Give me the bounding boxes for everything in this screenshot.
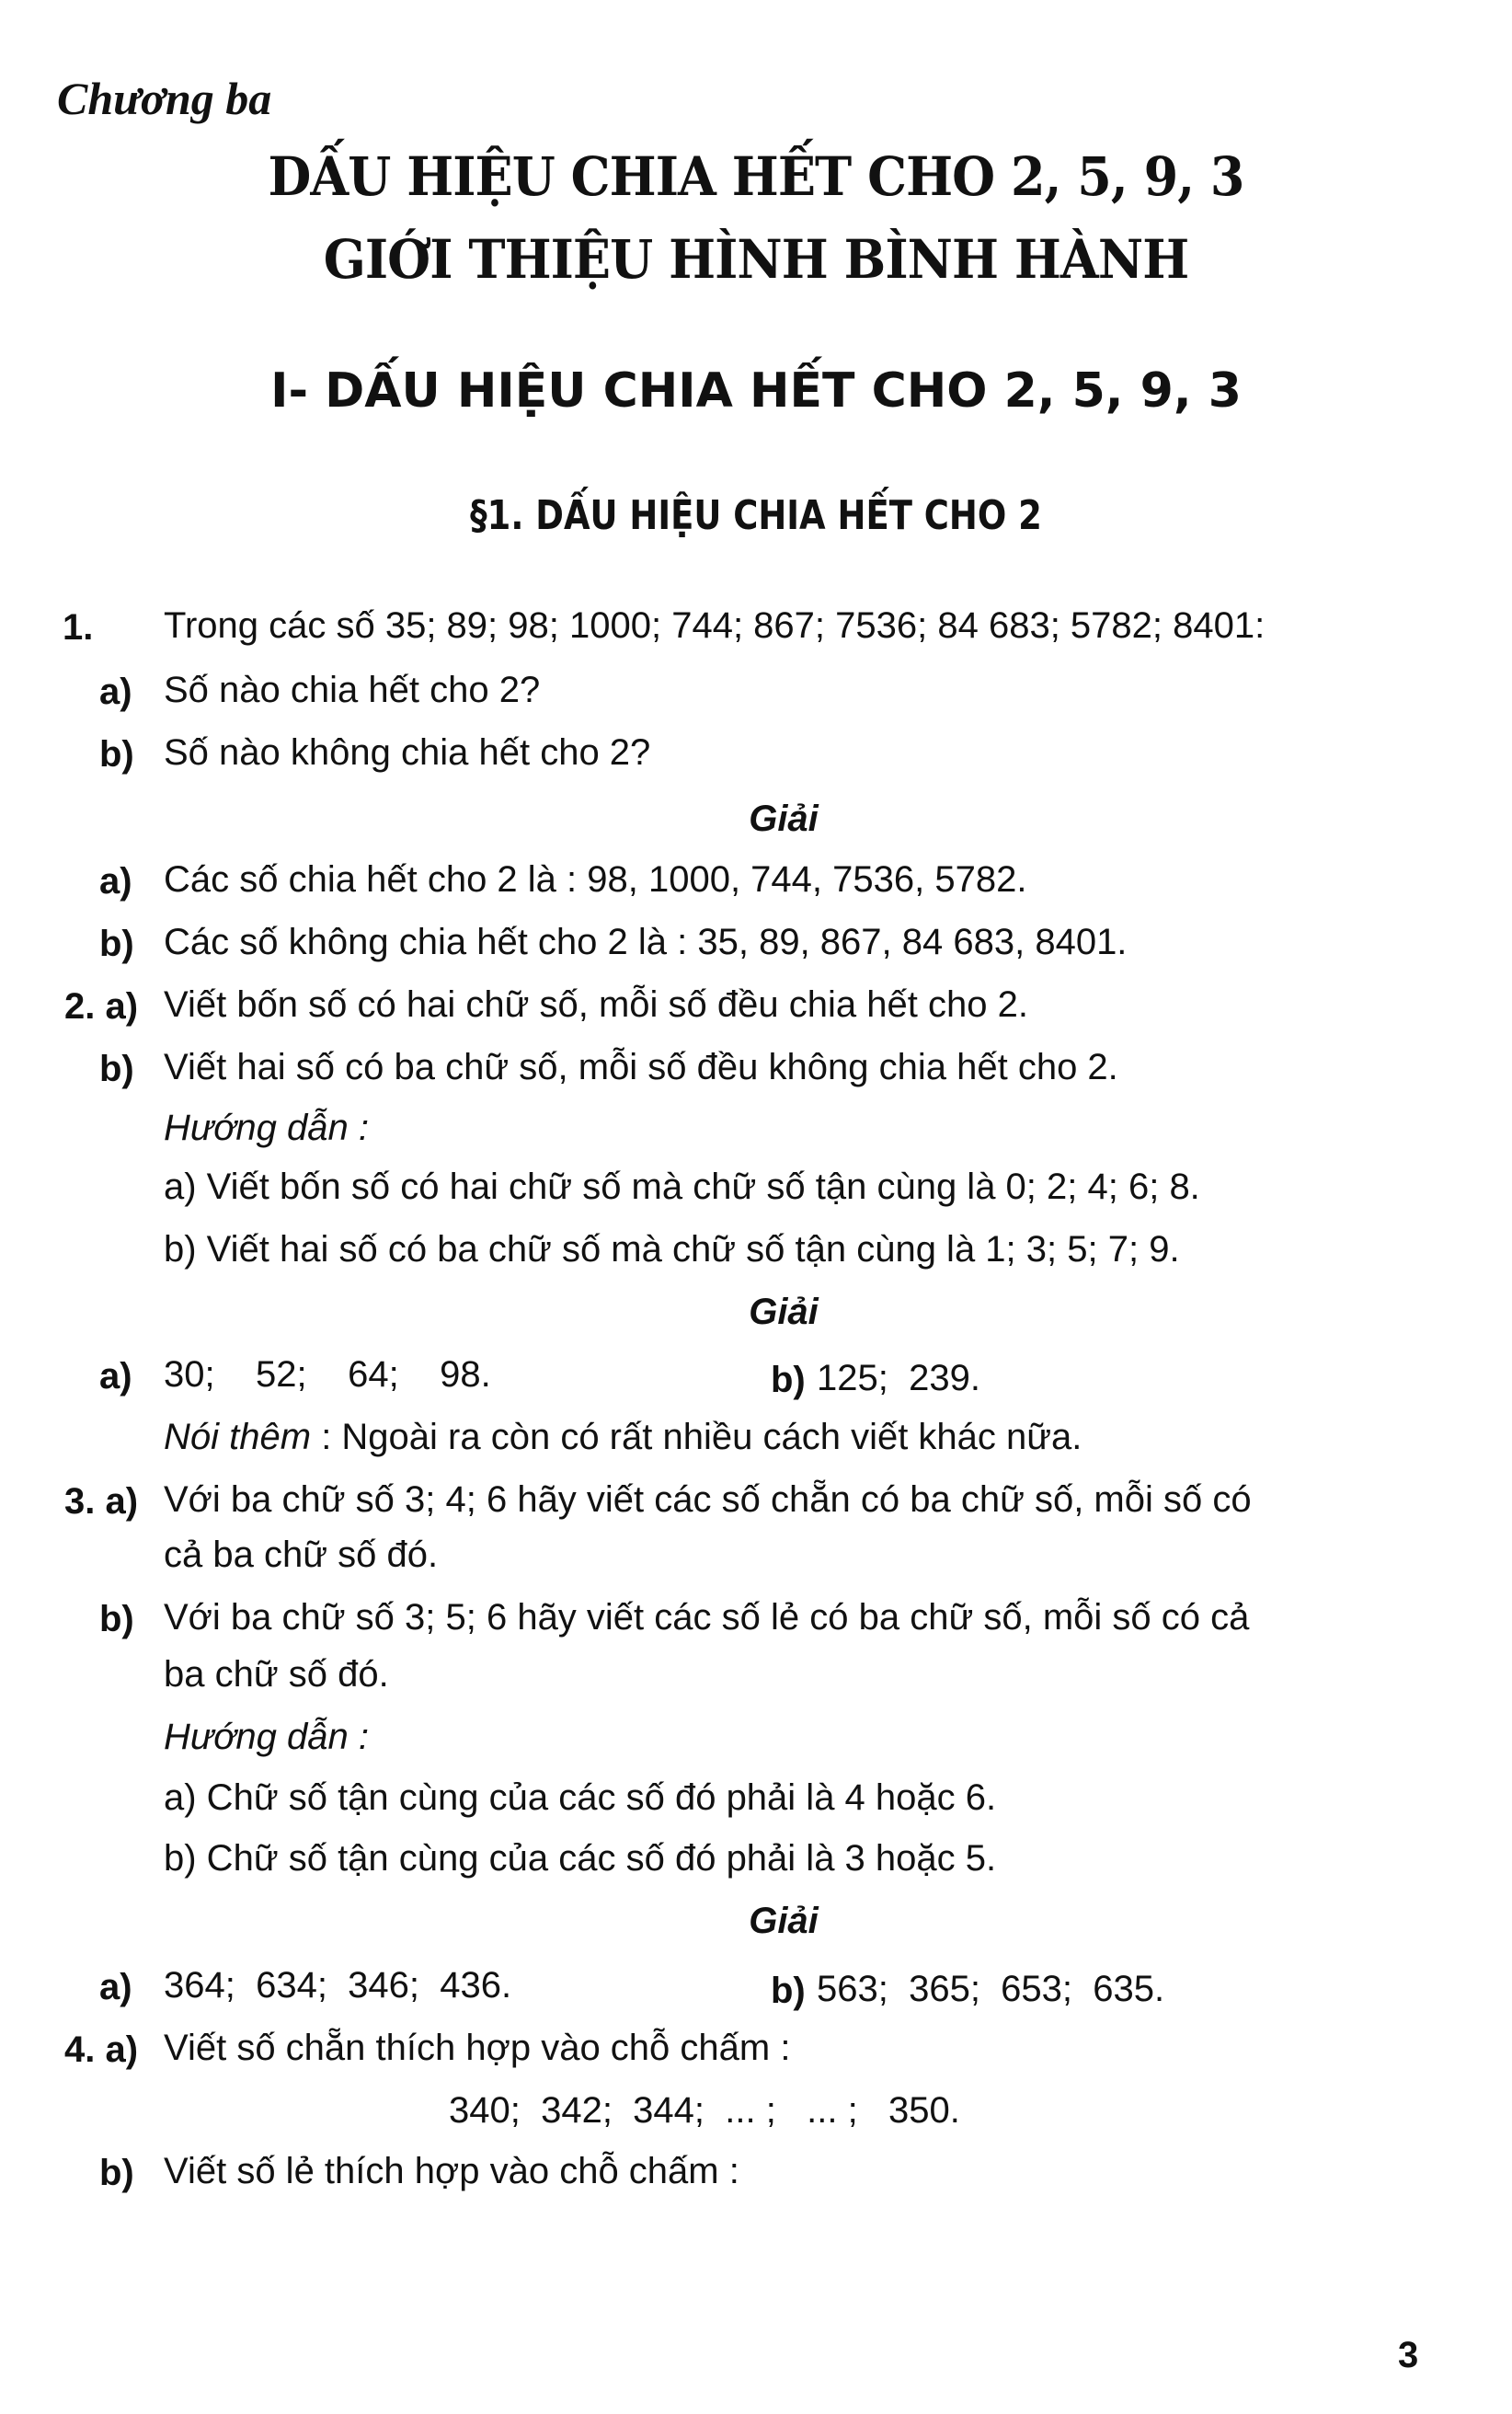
problem-1b-text: Số nào không chia hết cho 2?	[164, 732, 651, 773]
page-number: 3	[1398, 2335, 1419, 2375]
solution-1a-label: a)	[99, 861, 132, 902]
problem-3a-line2: cả ba chữ số đó.	[164, 1535, 439, 1575]
problem-4a-label: 4. a)	[64, 2029, 139, 2070]
problem-2b-label: b)	[99, 1049, 134, 1089]
solution-1b-text: Các số không chia hết cho 2 là : 35, 89, 867, 84 683, 8401.	[164, 922, 1128, 962]
solution-1b-label: b)	[99, 924, 134, 964]
chapter-label: Chương ba	[57, 73, 272, 124]
solution-3a-text: 364; 634; 346; 436.	[164, 1965, 512, 2006]
solution-heading-3: Giải	[749, 1901, 819, 1941]
note-label: Nói thêm	[164, 1417, 312, 1457]
note-text: : Ngoài ra còn có rất nhiều cách viết khác nữa.	[321, 1417, 1082, 1457]
hint-2b-text: b) Viết hai số có ba chữ số mà chữ số tận cùng là 1; 3; 5; 7; 9.	[164, 1229, 1180, 1270]
problem-3b-label: b)	[99, 1599, 134, 1639]
solution-2b-label: b)	[771, 1360, 806, 1400]
problem-1a-text: Số nào chia hết cho 2?	[164, 670, 541, 710]
solution-2b-text: 125; 239.	[817, 1358, 980, 1398]
solution-2a-text: 30; 52; 64; 98.	[164, 1354, 491, 1395]
hint-3b-text: b) Chữ số tận cùng của các số đó phải là 3 hoặc 5.	[164, 1838, 997, 1879]
hint-heading-3: Hướng dẫn :	[164, 1717, 369, 1757]
problem-3a-label: 3. a)	[64, 1481, 139, 1522]
subsection-heading: §1. DẤU HIỆU CHIA HẾT CHO 2	[470, 492, 1042, 539]
problem-1b-label: b)	[99, 734, 134, 775]
chapter-title-line2: GIỚI THIỆU HÌNH BÌNH HÀNH	[323, 228, 1189, 291]
problem-3a-line1: Với ba chữ số 3; 4; 6 hãy viết các số chẵn có ba chữ số, mỗi số có	[164, 1479, 1252, 1520]
problem-4a-text: Viết số chẵn thích hợp vào chỗ chấm :	[164, 2028, 791, 2068]
solution-heading: Giải	[749, 799, 819, 839]
hint-3a-text: a) Chữ số tận cùng của các số đó phải là 4 hoặc 6.	[164, 1777, 997, 1818]
solution-3b-label: b)	[771, 1971, 806, 2011]
problem-2b-text: Viết hai số có ba chữ số, mỗi số đều không chia hết cho 2.	[164, 1047, 1118, 1087]
problem-4b-label: b)	[99, 2153, 134, 2193]
solution-1a-text: Các số chia hết cho 2 là : 98, 1000, 744, 7536, 5782.	[164, 859, 1027, 900]
problem-1-number: 1.	[63, 607, 94, 648]
problem-4b-text: Viết số lẻ thích hợp vào chỗ chấm :	[164, 2151, 739, 2191]
problem-1a-label: a)	[99, 672, 132, 712]
hint-heading-2: Hướng dẫn :	[164, 1108, 369, 1148]
problem-1-text: Trong các số 35; 89; 98; 1000; 744; 867; 7536; 84 683; 5782; 8401:	[164, 605, 1266, 646]
problem-3b-line2: ba chữ số đó.	[164, 1654, 389, 1695]
problem-3b-line1: Với ba chữ số 3; 5; 6 hãy viết các số lẻ có ba chữ số, mỗi số có cả	[164, 1597, 1250, 1638]
chapter-title-line1: DẤU HIỆU CHIA HẾT CHO 2, 5, 9, 3	[268, 145, 1244, 208]
solution-3a-label: a)	[99, 1967, 132, 2007]
solution-heading-2: Giải	[749, 1292, 819, 1332]
solution-2a-label: a)	[99, 1356, 132, 1397]
problem-2a-label: 2. a)	[64, 986, 139, 1027]
hint-2a-text: a) Viết bốn số có hai chữ số mà chữ số tận cùng là 0; 2; 4; 6; 8.	[164, 1167, 1200, 1207]
problem-4a-sequence: 340; 342; 344; ... ; ... ; 350.	[449, 2090, 960, 2131]
problem-2a-text: Viết bốn số có hai chữ số, mỗi số đều chia hết cho 2.	[164, 984, 1028, 1025]
solution-3b-text: 563; 365; 653; 635.	[817, 1969, 1165, 2009]
note-line	[164, 1415, 1082, 1459]
section-heading: I- DẤU HIỆU CHIA HẾT CHO 2, 5, 9, 3	[270, 363, 1242, 419]
